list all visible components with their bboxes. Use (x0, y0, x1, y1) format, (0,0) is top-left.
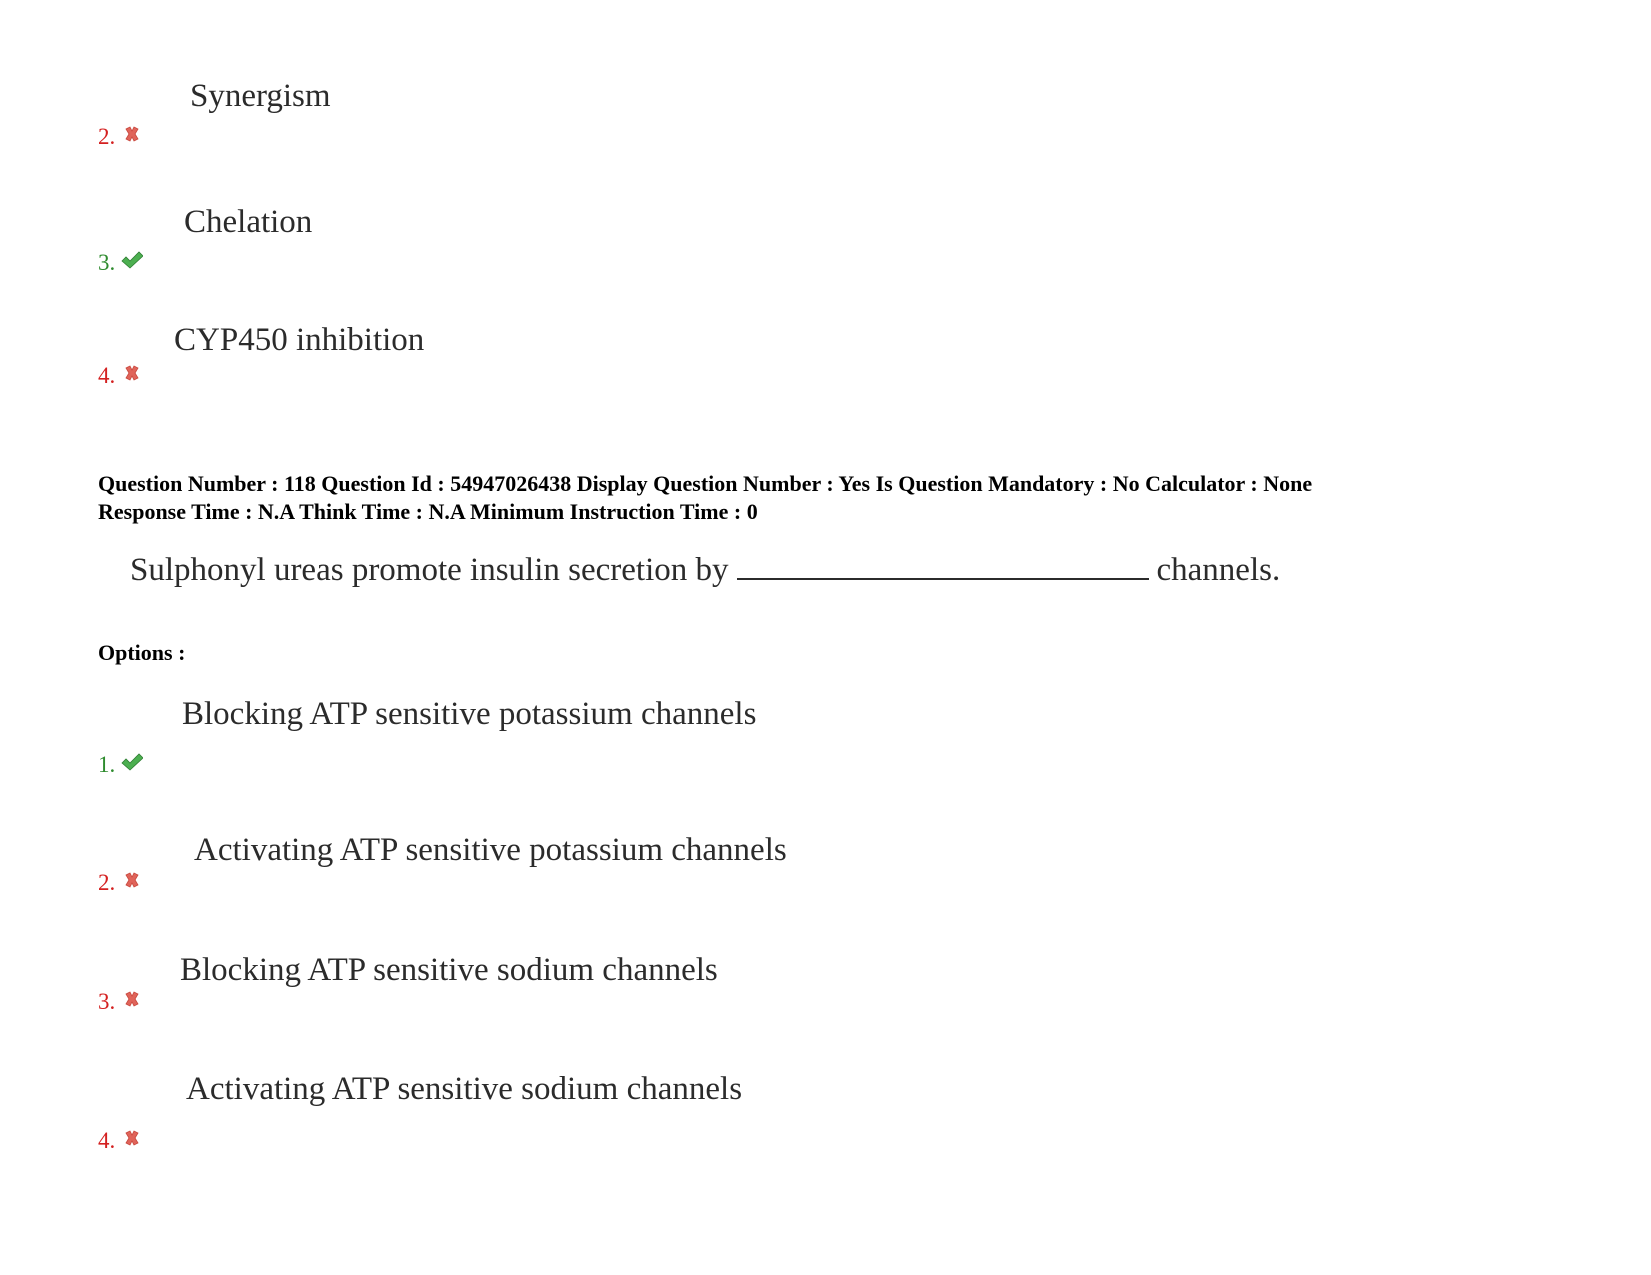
options-label: Options : (98, 640, 186, 665)
cross-icon (121, 989, 143, 1009)
option-marker (98, 124, 143, 150)
option-number: 3. (98, 989, 116, 1014)
option-number: 1. (98, 752, 116, 777)
cross-icon (121, 363, 143, 383)
question-text-before: Sulphonyl ureas promote insulin secretion by (130, 552, 729, 588)
cross-icon (121, 870, 143, 890)
option-marker (98, 1128, 143, 1154)
option-text: CYP450 inhibition (174, 322, 425, 358)
question-text-after: channels. (1156, 552, 1281, 588)
option-text: Chelation (184, 204, 313, 240)
option-text: Activating ATP sensitive sodium channels (186, 1071, 743, 1107)
check-icon (121, 752, 143, 772)
option-number: 3. (98, 250, 116, 275)
option-marker (98, 870, 143, 896)
option-marker (98, 363, 143, 389)
option-number: 2. (98, 124, 116, 149)
option-text: Synergism (190, 78, 331, 114)
option-marker (98, 250, 143, 276)
option-number: 4. (98, 363, 116, 388)
answer-blank (737, 552, 1149, 580)
option-marker (98, 989, 143, 1015)
question-text (130, 552, 1280, 589)
question-meta-line1: Question Number : 118 Question Id : 54947026438 Display Question Number : Yes Is Question Mandatory : No Calculator : None (98, 471, 1313, 496)
option-text: Blocking ATP sensitive potassium channels (182, 696, 757, 732)
option-text: Blocking ATP sensitive sodium channels (180, 952, 718, 988)
question-meta-line2: Response Time : N.A Think Time : N.A Minimum Instruction Time : 0 (98, 499, 758, 524)
cross-icon (121, 1128, 143, 1148)
option-number: 2. (98, 870, 116, 895)
option-number: 4. (98, 1128, 116, 1153)
cross-icon (121, 124, 143, 144)
check-icon (121, 250, 143, 270)
option-text: Activating ATP sensitive potassium channels (194, 832, 787, 868)
option-marker (98, 752, 143, 778)
